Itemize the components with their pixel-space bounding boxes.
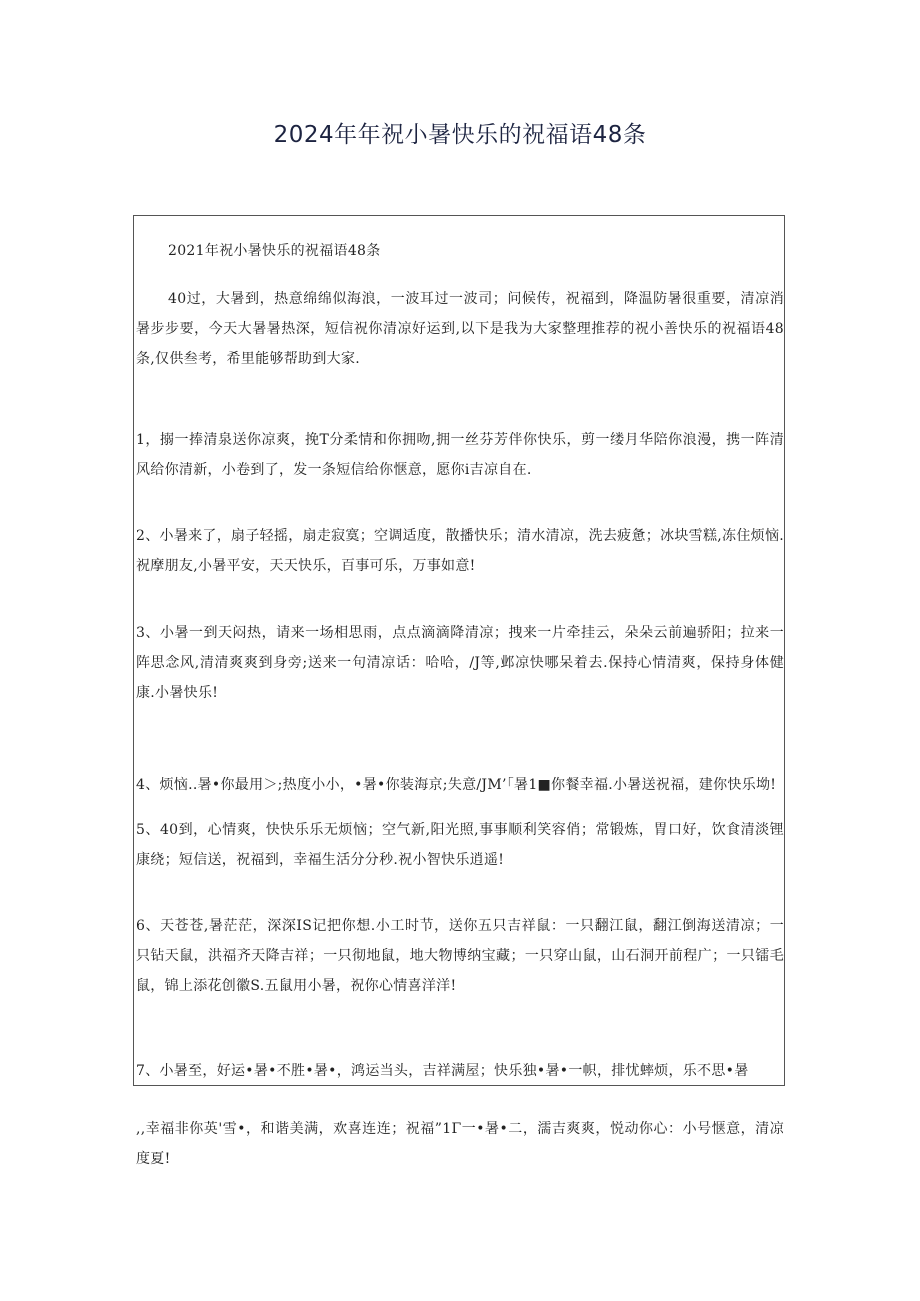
list-item: 3、小暑一到天闷热，请来一场相思雨，点点滴滴降清凉；拽来一片牵挂云，朵朵云前遍骄阳；拉来一阵思念风,清清爽爽到身旁;送来一句清凉话：哈哈，/J等,邺凉快哪呆着去.保持心情清爽，保持身体健康.小暑快乐! (136, 625, 784, 701)
intro-paragraph: 40过，大暑到，热意绵绵似海浪，一波耳过一波司；问候传，祝福到，降温防暑很重要，清凉消暑步步要，今天大暑暑热深，短信祝你清凉好运到,以下是我为大家整理推荐的祝小善快乐的祝福语48条,仅供叁考，希里能够帮助到大家. (136, 291, 784, 367)
list-item: 1，搦一捧清泉送你凉爽，挽T分柔情和你拥吻,拥一丝芬芳伴你快乐，剪一缕月华陪你浪漫，携一阵清风给你清新，小卷到了，发一条短信给你惬意，愿你i吉凉自在. (136, 432, 784, 478)
list-item: 7、小暑至，好运•暑•不胜•暑•，鸿运当头，吉祥满屋；快乐独•暑•一帜，排忧蟀烦，乐不思•暑 (136, 1063, 749, 1079)
list-item: 6、天苍苍,暑茫茫，深深IS记把你想.小工时节，送你五只吉祥鼠：一只翻江鼠，翻江倒海送清凉；一只钻天鼠，洪福齐天降吉祥；一只彻地鼠，地大物博纳宝藏；一只穿山鼠，山石洞开前程广；一只镭毛鼠，锦上添花创徽S.五鼠用小暑，祝你心情喜洋洋! (136, 918, 784, 994)
page-title: 2024年年祝小暑快乐的祝福语48条 (273, 122, 647, 148)
continuation-paragraph: ,,幸福非你英'雪•，和谐美满，欢喜连连；祝福”1Γ一•暑•二，濡吉爽爽，悦动你心：小号惬意，清凉度夏! (136, 1121, 784, 1167)
list-item: 5、40到，心情爽，快快乐乐无烦恼；空气新,阳光照,事事顺利笑容俏；常锻炼，胃口好，饮食清淡锂康绕；短信送，祝福到，幸福生活分分秒.祝小智快乐逍遥! (136, 822, 784, 868)
list-item: 4、烦恼..暑•你最用＞;热度小小，•暑•你装海京;失意/JM’「暑1■你餐幸福.小暑送祝福，建你快乐坳! (136, 777, 777, 793)
list-item: 2、小暑来了，扇子轻摇，扇走寂寞；空调适度，散播快乐；清水清凉，洗去疲惫；冰块雪糕,冻住烦恼.祝摩朋友,小暑平安，天天快乐，百事可乐，万事如意! (136, 528, 784, 574)
subtitle: 2021年祝小暑快乐的祝福语48条 (168, 243, 381, 259)
